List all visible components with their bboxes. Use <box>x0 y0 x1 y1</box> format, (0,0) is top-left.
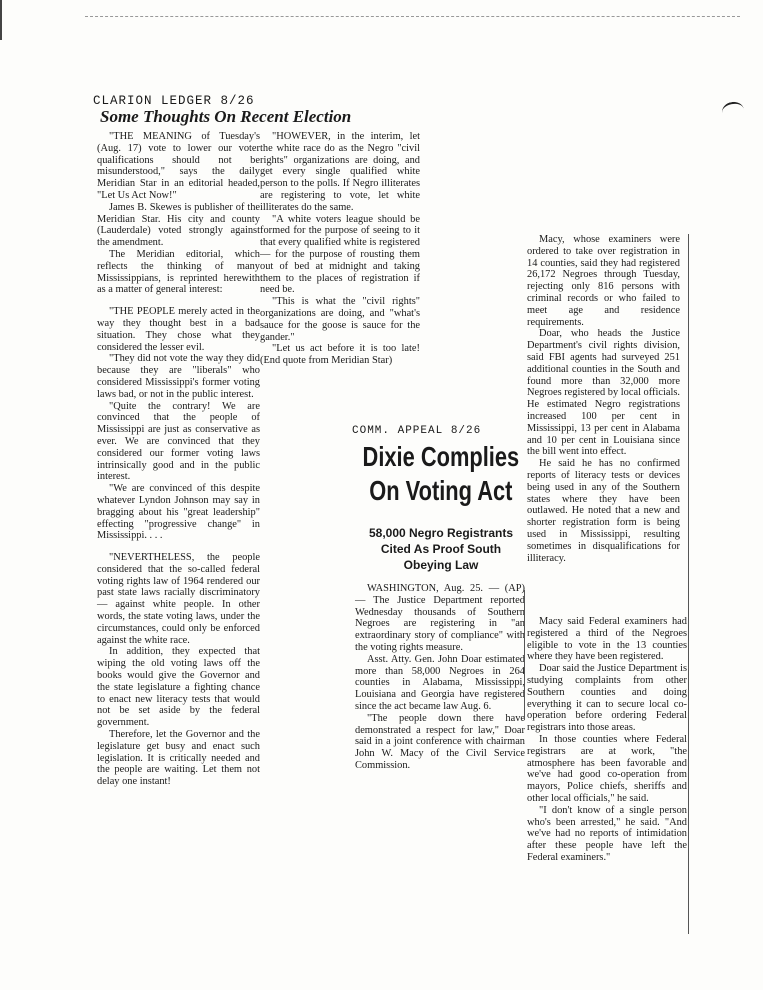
scan-edge-mark <box>0 0 8 40</box>
paragraph: Doar said the Justice Department is studying complaints from other Southern counties and doing everything it can to secure local co-operation before ordering Federal registrars into those areas. <box>527 663 687 734</box>
column-rule <box>688 234 689 934</box>
paragraph: The Meridian editorial, which reflects the thinking of many Mississippians, is reprinted herewith as a matter of general interest: <box>97 248 260 296</box>
paragraph: "The people down there have demonstrated a respect for law," Doar said in a joint conference with chairman John W. Macy of the Civil Service Commission. <box>355 712 525 771</box>
paragraph: "I don't know of a single person who's been arrested," he said. "And we've had no reports of intimidation after these people have left the Federal examiners." <box>527 804 687 863</box>
paragraph: James B. Skewes is publisher of the Meridian Star. His city and county (Lauderdale) voted strongly against the amendment. <box>97 201 260 249</box>
paragraph: Macy, whose examiners were ordered to take over registration in 14 counties, said they had registered 26,172 Negroes through Tuesday, rejecting only 816 persons with criminal records or who failed to meet age and residence requirements. <box>527 234 680 328</box>
scan-top-rule <box>85 16 740 17</box>
paragraph: "We are convinced of this despite whatever Lyndon Johnson may say in bragging about his "great leadership" effecting "progressive change" in Mississippi. . . . <box>97 483 260 542</box>
column-rule <box>524 590 525 720</box>
paragraph: "NEVERTHELESS, the people considered that the so-called federal voting rights law of 1964 rendered our past state laws racially discriminatory — against white people. In other words, the state voting laws, under the circumstances, could only be enforced against the white race. <box>97 552 260 646</box>
headline-line: Dixie Complies <box>362 441 520 472</box>
subheadline: 58,000 Negro Registrants Cited As Proof South Obeying Law <box>368 526 514 572</box>
paragraph: "They did not vote the way they did because they are "liberals" who considered Mississippi's former voting laws bad, or not in the public interest. <box>97 353 260 400</box>
article2-column-right-bottom <box>527 616 687 864</box>
paragraph: In those counties where Federal registrars are at work, "the atmosphere has been favorable and we've had good co-operation from mayors, Police chiefs, sheriffs and other local officials," he said. <box>527 733 687 804</box>
paragraph: Therefore, let the Governor and the legislature get busy and enact such legislation. It is critically needed and the people are waiting. Let them not delay one instant! <box>97 729 260 788</box>
article2-column-right-top <box>527 234 680 564</box>
paragraph: Macy said Federal examiners had registered a third of the Negroes eligible to vote in the 13 counties where they have been registered. <box>527 616 687 663</box>
paragraph: Asst. Atty. Gen. John Doar estimated more than 58,000 Negroes in 264 counties in Alabama, Mississippi, Louisiana and Georgia have registered since the act became law Aug. 6. <box>355 653 525 712</box>
pen-mark <box>721 100 746 122</box>
paragraph: "HOWEVER, in the interim, let the white race do as the Negro "civil rights" organizations are doing, and get every single qualified white person to the polls. If Negro illiterates are registering to vote, let white illiterates do the same. <box>260 131 420 213</box>
headline-recent-election: Some Thoughts On Recent Election <box>100 107 352 126</box>
headline-line: On Voting Act <box>369 475 513 506</box>
clipping-masthead-comm-appeal: COMM. APPEAL 8/26 <box>352 425 482 437</box>
paragraph: WASHINGTON, Aug. 25. — (AP) — The Justice Department reported Wednesday thousands of Southern Negroes are registering in "an extraordinary story of compliance" with the voting rights measure. <box>355 583 525 653</box>
article2-column-left <box>355 583 525 772</box>
paragraph: "THE PEOPLE merely acted in the way they thought best in a bad situation. They chose what they considered the lesser evil. <box>97 306 260 353</box>
clipping-masthead-clarion-ledger: CLARION LEDGER 8/26 <box>93 94 255 108</box>
headline-dixie-complies <box>357 440 525 508</box>
article1-column-2 <box>260 131 420 367</box>
paragraph: "THE MEANING of Tuesday's (Aug. 17) vote to lower our voter qualifications should not be misunderstood," says the daily Meridian Star in an editorial headed, "Let Us Act Now!" <box>97 131 260 201</box>
paragraph: "Let us act before it is too late! (End quote from Meridian Star) <box>260 343 420 367</box>
paragraph: In addition, they expected that wiping the old voting laws off the books would give the Governor and the state legislature a fighting chance to enact new literacy tests that would not be set aside by the federal government. <box>97 646 260 729</box>
paragraph: "This is what the "civil rights" organizations are doing, and "what's sauce for the goose is sauce for the gander." <box>260 296 420 343</box>
paragraph: "Quite the contrary! We are convinced that the people of Mississippi are just as conservative as ever. We are convinced that they considered our former voting laws intrinsically good and in the public interest. <box>97 400 260 483</box>
paragraph: Doar, who heads the Justice Department's civil rights division, said FBI agents had surveyed 251 additional counties in the South and found more than 32,000 more Negroes registered by local officials. He estimated Negro registrations increased 100 per cent in Mississippi, 13 per cent in Alabama and 10 per cent in Louisiana since the bill went into effect. <box>527 328 681 458</box>
article1-column-1 <box>97 131 260 788</box>
paragraph: "A white voters league should be formed for the purpose of seeing to it that every qualified white is registered — for the purpose of rousting them out of bed at midnight and taking them to the places of registration if need be. <box>260 213 420 296</box>
paragraph: He said he has no confirmed reports of literacy tests or devices being used in any of the Southern states where they have been outlawed. He noted that a new and shorter registration form is being used in Mississippi, resulting sometimes in disqualifications for illiteracy. <box>527 458 680 564</box>
